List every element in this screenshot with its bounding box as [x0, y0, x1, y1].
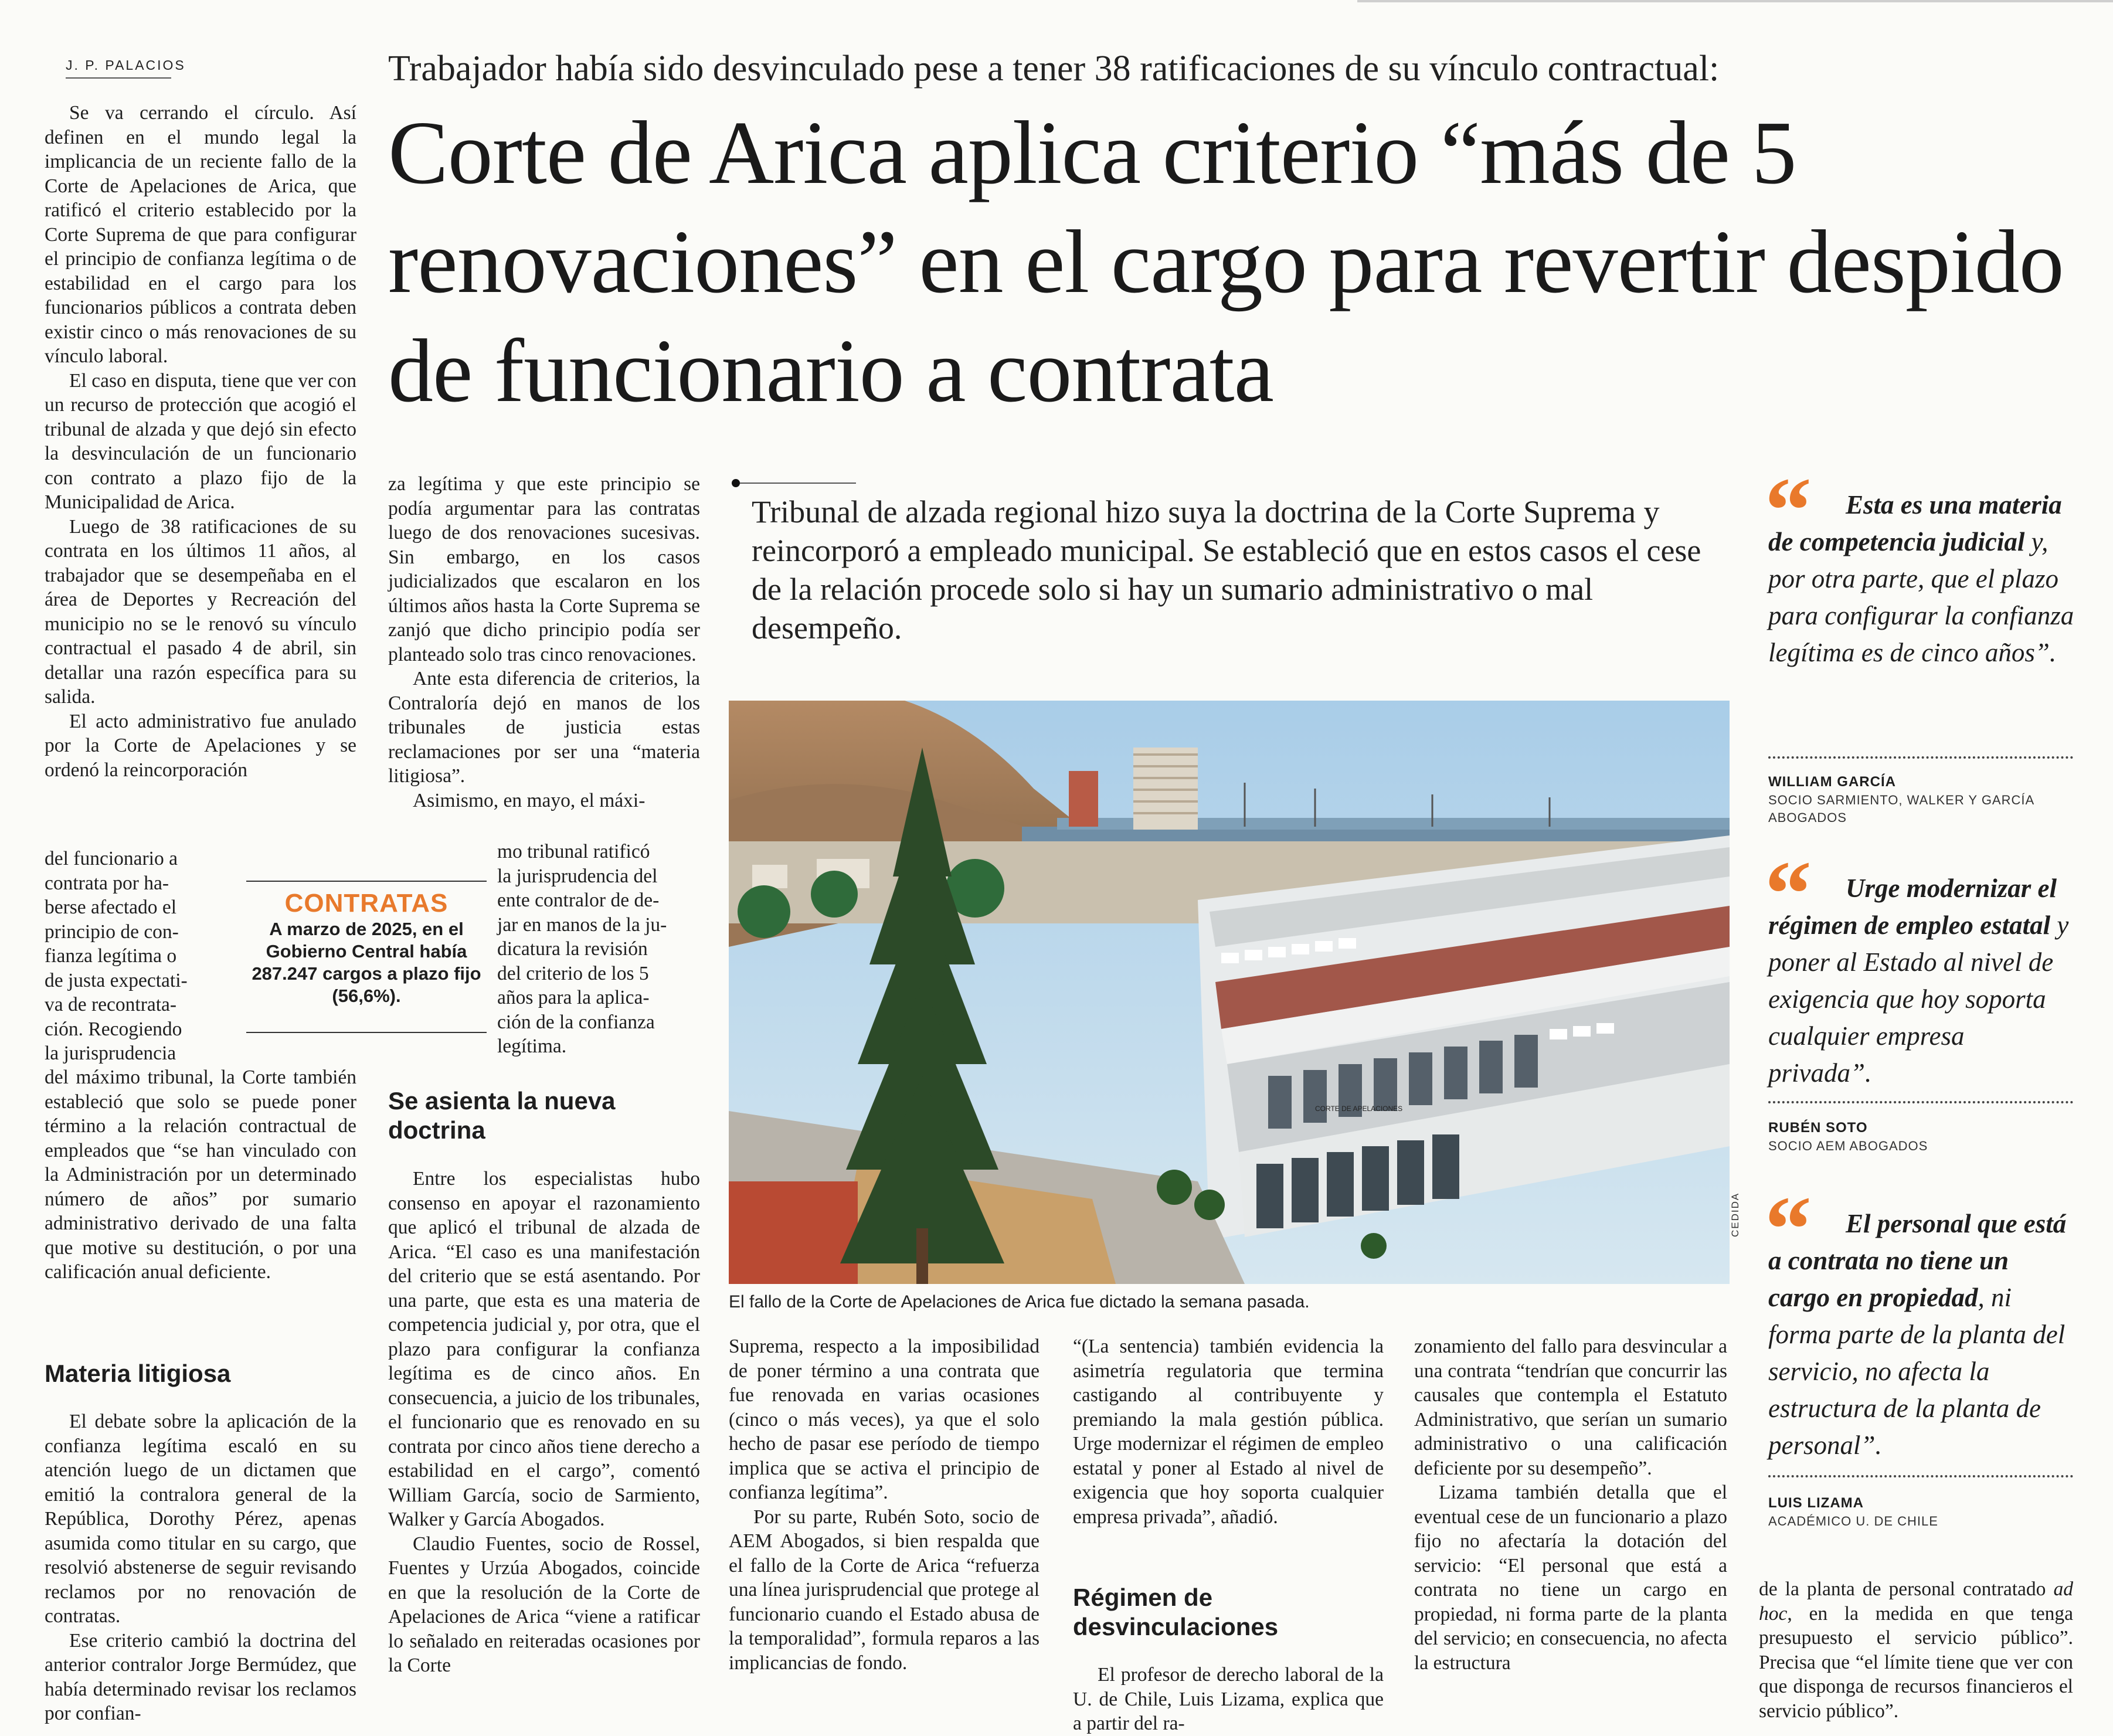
paragraph	[1759, 1577, 2073, 1723]
factbox-title: CONTRATAS	[284, 889, 449, 918]
quote-rule	[1768, 1101, 2073, 1103]
wrap-line: jar en manos de la ju-	[497, 913, 667, 936]
wrap-line: va de recontrata-	[45, 994, 177, 1015]
factbox-top-rule	[246, 881, 487, 882]
wrap-line: del funcionario a	[45, 848, 178, 869]
quote-mark-icon: “	[1765, 1177, 1803, 1281]
pull-quote-3	[1768, 1205, 2074, 1464]
quote-bold: Esta es una materia de competencia judicial	[1768, 490, 2062, 556]
quote-rule	[1768, 756, 2073, 759]
paragraph: Por su parte, Rubén Soto, socio de AEM Abogados, si bien respalda que el fallo de la Corte de Arica “refuerza una línea jurisprudencial que protege al funcionario cuando el Estado abusa de la temporalidad”, formula reparos a las implicancias de fondo.	[729, 1506, 1039, 1674]
wrap-line: contrata por ha-	[45, 872, 169, 894]
subhead-nueva-doctrina: Se asienta la nueva doctrina	[388, 1087, 616, 1144]
column-6	[1759, 1577, 2073, 1723]
paragraph: El caso en disputa, tiene que ver con un recurso de protección que acogió el tribunal de alzada y que dejó sin efecto la desvinculación de un funcionario con contrato a plazo fijo de la Municipalidad de Arica.	[45, 369, 356, 513]
court-building-photo	[729, 701, 1730, 1284]
paragraph: El debate sobre la aplicación de la confianza legítima escaló en su atención luego de un dictamen que emitió la contralora general de la República, Dorothy Pérez, apenas asumida como titular en su cargo, que resolvió abstenerse de seguir revisando reclamos por no renovación de contratas.	[45, 1411, 356, 1627]
quote-text: , ni forma parte de la planta del servicio, no afecta la estructura de la planta de personal”.	[1768, 1283, 2066, 1460]
paragraph: del máximo tribunal, la Corte también estableció que solo se puede poner término a la relación contractual de empleados que “se han vinculado con la Administración por un determinado número de años” por sumario administrativo derivado de una falta que motive su destitución, o por una calificación anual deficiente.	[45, 1066, 356, 1283]
italic-term: ad hoc	[1759, 1578, 2073, 1625]
quote-author-role: SOCIO AEM ABOGADOS	[1768, 1139, 1928, 1153]
paragraph: Se va cerrando el círculo. Así definen en el mundo legal la implicancia de un reciente fallo de la Corte de Apelaciones de Arica, que ratificó el criterio establecido por la Corte Suprema de que para configurar el principio de confianza legítima o de estabilidad en el cargo para los funcionarios públicos a contrata deben existir cinco o más renovaciones de su vínculo laboral.	[45, 102, 356, 367]
column-1	[45, 101, 356, 782]
wrap-line: ente contralor de de-	[497, 889, 660, 911]
quote-author-role: SOCIO SARMIENTO, WALKER Y GARCÍA ABOGADOS	[1768, 793, 2034, 825]
wrap-line: fianza legítima o	[45, 945, 177, 967]
quote-bold: Urge modernizar el régimen de empleo estatal	[1768, 874, 2057, 940]
column-1-after-wrap	[45, 1065, 356, 1285]
lede-rule	[740, 483, 856, 484]
quote-mark-icon: “	[1765, 841, 1803, 946]
column-3	[729, 1334, 1039, 1675]
column-1-bottom	[45, 1409, 356, 1726]
kicker: Trabajador había sido desvinculado pese a tener 38 ratificaciones de su vínculo contractual:	[388, 49, 1720, 89]
wrap-line: berse afectado el	[45, 896, 177, 918]
photo-caption: El fallo de la Corte de Apelaciones de Arica fue dictado la semana pasada.	[729, 1292, 1310, 1312]
paragraph: Asimismo, en mayo, el máxi-	[413, 789, 646, 811]
text-segment: de la planta de personal contratado	[1759, 1578, 2046, 1600]
wrap-line: dicatura la revisión	[497, 938, 648, 960]
wrap-line: del criterio de los 5	[497, 962, 649, 984]
photo-illustration	[729, 701, 1730, 1284]
wrap-line: ción de la confianza	[497, 1011, 655, 1033]
pull-quote-2	[1768, 870, 2074, 1092]
quote-mark-icon: “	[1765, 458, 1803, 562]
wrap-line: mo tribunal ratificó	[497, 841, 650, 862]
photo-credit: CEDIDA	[1730, 1192, 1741, 1237]
lede: Tribunal de alzada regional hizo suya la doctrina de la Corte Suprema y reincorporó a empleado municipal. Se estableció que en estos casos el cese de la relación procede solo si hay un sumario administrativo o mal desempeño.	[752, 494, 1701, 646]
paragraph: Luego de 38 ratificaciones de su contrata en los últimos 11 años, al trabajador que se desempeñaba en el área de Deportes y Recreación del municipio no se le renovó su vínculo contractual el pasado 4 de abril, sin detallar una razón específica para su salida.	[45, 515, 356, 708]
text-segment: , en la medida en que tenga presupuesto el servicio público”. Precisa que “el límite tiene que ver con que disponga de recursos financieros el servicio público”.	[1759, 1602, 2073, 1722]
wrap-line: años para la aplica-	[497, 987, 650, 1008]
paragraph: Claudio Fuentes, socio de Rossel, Fuentes y Urzúa Abogados, coincide en que la resolución de la Corte de Apelaciones de Arica “viene a ratificar lo señalado en reiteradas ocasiones por la Corte	[388, 1533, 700, 1676]
factbox-text: A marzo de 2025, en el Gobierno Central había 287.247 cargos a plazo fijo (56,6%).	[252, 919, 481, 1006]
paragraph: Entre los especialistas hubo consenso en apoyar el razonamiento que aplicó el tribunal de alzada de Arica. “El caso es una manifestación del criterio que se está asentando. Por una parte, que esta es una materia de competencia judicial y, por otra, que el plazo para configurar la confianza legítima es de cinco años. En consecuencia, a juicio de los tribunales, el funcionario que es renovado en su contrata por cinco años tiene derecho a estabilidad en el cargo”, comentó William García, socio de Sarmiento, Walker y García Abogados.	[388, 1168, 700, 1530]
quote-author-role: ACADÉMICO U. DE CHILE	[1768, 1514, 1938, 1528]
column-4-bottom	[1073, 1663, 1384, 1736]
quote-rule	[1768, 1475, 2073, 1477]
wrap-line: legítima.	[497, 1035, 567, 1057]
byline: J. P. PALACIOS	[66, 57, 186, 73]
wrap-line: de justa expectati-	[45, 969, 188, 991]
paragraph: za legítima y que este principio se podía argumentar para las contratas luego de dos renovaciones sucesivas. Sin embargo, en los casos judicializados que escalaron en los últimos años hasta la Corte Suprema se zanjó que dicho principio podía ser planteado solo tras cinco renovaciones.	[388, 473, 700, 665]
pull-quote-1	[1768, 487, 2074, 671]
byline-rule	[66, 77, 171, 79]
column-2-bottom	[388, 1167, 700, 1678]
paragraph: El profesor de derecho laboral de la U. de Chile, Luis Lizama, explica que a partir del ra-	[1073, 1664, 1384, 1734]
factbox-bottom-rule	[246, 1032, 487, 1033]
paragraph: Lizama también detalla que el eventual cese de un funcionario a plazo fijo no afectaría la dotación del servicio: “El personal que está a contrata no tiene un cargo en propiedad, ni forma parte de la planta del servicio; en consecuencia, no afecta la estructura	[1414, 1482, 1727, 1674]
paragraph: Ese criterio cambió la doctrina del anterior contralor Jorge Bermúdez, que había determinado revisar los reclamos por confian-	[45, 1629, 356, 1724]
quote-bold: El personal que está a contrata no tiene un cargo en propiedad	[1768, 1209, 2067, 1312]
column-1-wrap	[45, 847, 229, 1066]
column-2-wrap	[497, 840, 700, 1059]
paragraph: zonamiento del fallo para desvincular a una contrata “tendrían que concurrir las causales que contempla el Estatuto Administrativo, que serían un sumario administrativo o una calificación deficiente por su desempeño”.	[1414, 1336, 1727, 1479]
wrap-line: principio de con-	[45, 920, 179, 943]
paragraph: “(La sentencia) también evidencia la asimetría regulatoria que termina castigando al contribuyente y premiando la mala gestión pública. Urge modernizar el régimen de empleo estatal y poner al Estado al nivel de exigencia que hoy soporta cualquier empresa privada”, añadió.	[1073, 1336, 1384, 1528]
column-4	[1073, 1334, 1384, 1529]
wrap-line: la jurisprudencia	[45, 1042, 176, 1064]
quote-author: LUIS LIZAMA	[1768, 1495, 1864, 1511]
paragraph: Ante esta diferencia de criterios, la Contraloría dejó en manos de los tribunales de justicia estas reclamaciones por ser una “materia litigiosa”.	[388, 668, 700, 787]
column-5	[1414, 1334, 1727, 1675]
quote-text: y, por otra parte, que el plazo para configurar la confianza legítima es de cinco años”.	[1768, 527, 2074, 667]
court-sign: CORTE DE APELACIONES	[1315, 1105, 1403, 1113]
column-2	[388, 472, 700, 813]
paragraph: Suprema, respecto a la imposibilidad de poner término a una contrata que fue renovada en varias ocasiones (cinco o más veces), ya que el solo hecho de pasar ese período de tiempo implica que se activa el principio de confianza legítima”.	[729, 1336, 1039, 1503]
factbox	[246, 881, 487, 1033]
subhead-regimen: Régimen de desvinculaciones	[1073, 1584, 1279, 1640]
wrap-line: ción. Recogiendo	[45, 1018, 182, 1040]
wrap-line: la jurisprudencia del	[497, 865, 658, 887]
paragraph: El acto administrativo fue anulado por la Corte de Apelaciones y se ordenó la reincorporación	[45, 710, 356, 781]
quote-author: WILLIAM GARCÍA	[1768, 774, 1896, 790]
subhead-materia-litigiosa: Materia litigiosa	[45, 1360, 231, 1387]
headline: Corte de Arica aplica criterio “más de 5 renovaciones” en el cargo para revertir despido de funcionario a contrata	[388, 103, 2064, 421]
top-rule	[1357, 0, 2113, 2]
quote-text: y poner al Estado al nivel de exigencia que hoy soporta cualquier empresa privada”.	[1768, 911, 2069, 1088]
lede-bullet	[732, 479, 740, 487]
quote-author: RUBÉN SOTO	[1768, 1120, 1868, 1136]
